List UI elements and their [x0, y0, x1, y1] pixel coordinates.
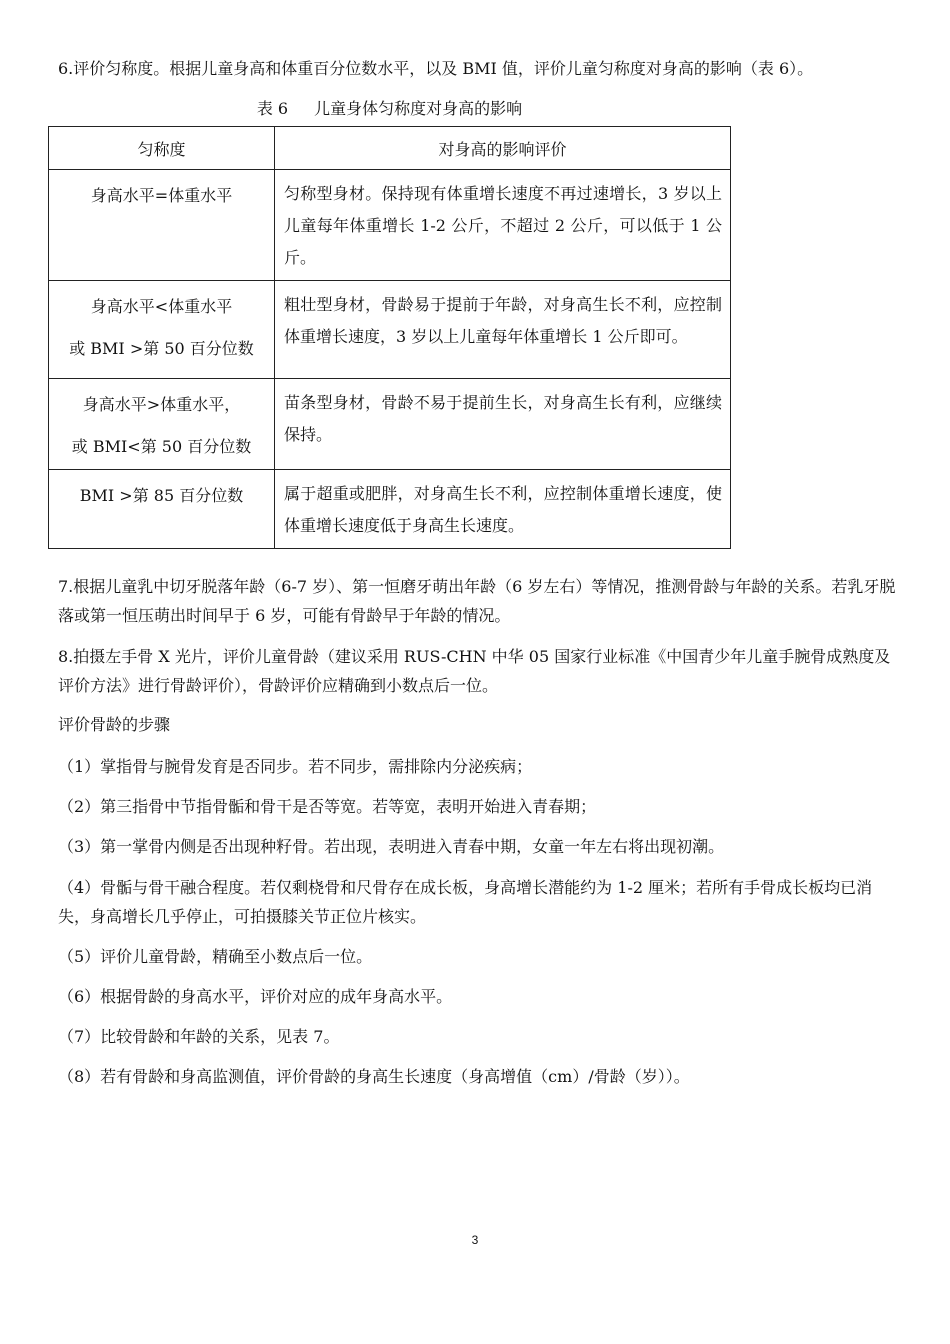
table-header-row	[49, 127, 731, 170]
step-item: （6）根据骨龄的身高水平，评价对应的成年身高水平。	[58, 987, 453, 1006]
step-item: （3）第一掌骨内侧是否出现种籽骨。若出现，表明进入青春中期，女童一年左右将出现初潮。	[58, 837, 725, 856]
table-row	[49, 470, 731, 549]
condition-line-1: 身高水平>体重水平，	[82, 395, 241, 414]
condition-line-1: BMI >第 85 百分位数	[79, 486, 244, 505]
paragraph-6: 6.评价匀称度。根据儿童身高和体重百分位数水平，以及 BMI 值，评价儿童匀称度对身高的影响（表 6）。	[58, 59, 814, 78]
condition-line-2: 或 BMI >第 50 百分位数	[69, 339, 254, 358]
table-row	[49, 170, 731, 281]
table-cell-condition	[49, 379, 275, 470]
table-cell-condition	[49, 281, 275, 379]
table-cell-evaluation: 粗壮型身材，骨龄易于提前于年龄，对身高生长不利，应控制体重增长速度，3 岁以上儿童每年体重增长 1 公斤即可。	[275, 281, 731, 379]
step-item: （7）比较骨龄和年龄的关系，见表 7。	[58, 1027, 340, 1046]
table-6-caption	[48, 96, 731, 122]
step-item: （2）第三指骨中节指骨骺和骨干是否等宽。若等宽，表明开始进入青春期；	[58, 797, 597, 816]
steps-title: 评价骨龄的步骤	[58, 715, 171, 734]
step-item: （5）评价儿童骨龄，精确至小数点后一位。	[58, 947, 373, 966]
table-cell-condition	[49, 470, 275, 549]
table-cell-evaluation: 属于超重或肥胖，对身高生长不利，应控制体重增长速度，使体重增长速度低于身高生长速度。	[275, 470, 731, 549]
table-cell-evaluation: 匀称型身材。保持现有体重增长速度不再过速增长，3 岁以上儿童每年体重增长 1-2 公斤，不超过 2 公斤，可以低于 1 公斤。	[275, 170, 731, 281]
condition-line-1: 身高水平=体重水平	[90, 186, 233, 205]
table-6-caption-number: 表 6	[256, 99, 289, 118]
table-cell-evaluation: 苗条型身材，骨龄不易于提前生长，对身高生长有利，应继续保持。	[275, 379, 731, 470]
step-item: （8）若有骨龄和身高监测值，评价骨龄的身高生长速度（身高增值（cm）/骨龄（岁））。	[58, 1067, 690, 1086]
step-item: （4）骨骺与骨干融合程度。若仅剩桡骨和尺骨存在成长板，身高增长潜能约为 1-2 厘米；若所有手骨成长板均已消失，身高增长几乎停止，可拍摄膝关节正位片核实。	[58, 878, 873, 926]
condition-line-1: 身高水平<体重水平	[90, 297, 233, 316]
table-cell-condition	[49, 170, 275, 281]
table-header-uniformity: 匀称度	[49, 127, 275, 170]
table-row	[49, 379, 731, 470]
table-6	[48, 126, 731, 549]
page-number: 3	[471, 1233, 479, 1247]
paragraph-8: 8.拍摄左手骨 X 光片，评价儿童骨龄（建议采用 RUS-CHN 中华 05 国家行业标准《中国青少年儿童手腕骨成熟度及评价方法》进行骨龄评价），骨龄评价应精确到小数点后一位。	[58, 647, 891, 695]
table-header-evaluation: 对身高的影响评价	[275, 127, 731, 170]
step-item: （1）掌指骨与腕骨发育是否同步。若不同步，需排除内分泌疾病；	[58, 757, 533, 776]
table-row	[49, 281, 731, 379]
paragraph-7: 7.根据儿童乳中切牙脱落年龄（6-7 岁）、第一恒磨牙萌出年龄（6 岁左右）等情况，推测骨龄与年龄的关系。若乳牙脱落或第一恒压萌出时间早于 6 岁，可能有骨龄早于年龄的情况。	[58, 577, 896, 625]
condition-line-2: 或 BMI<第 50 百分位数	[71, 437, 252, 456]
table-6-caption-title: 儿童身体匀称度对身高的影响	[314, 99, 523, 118]
